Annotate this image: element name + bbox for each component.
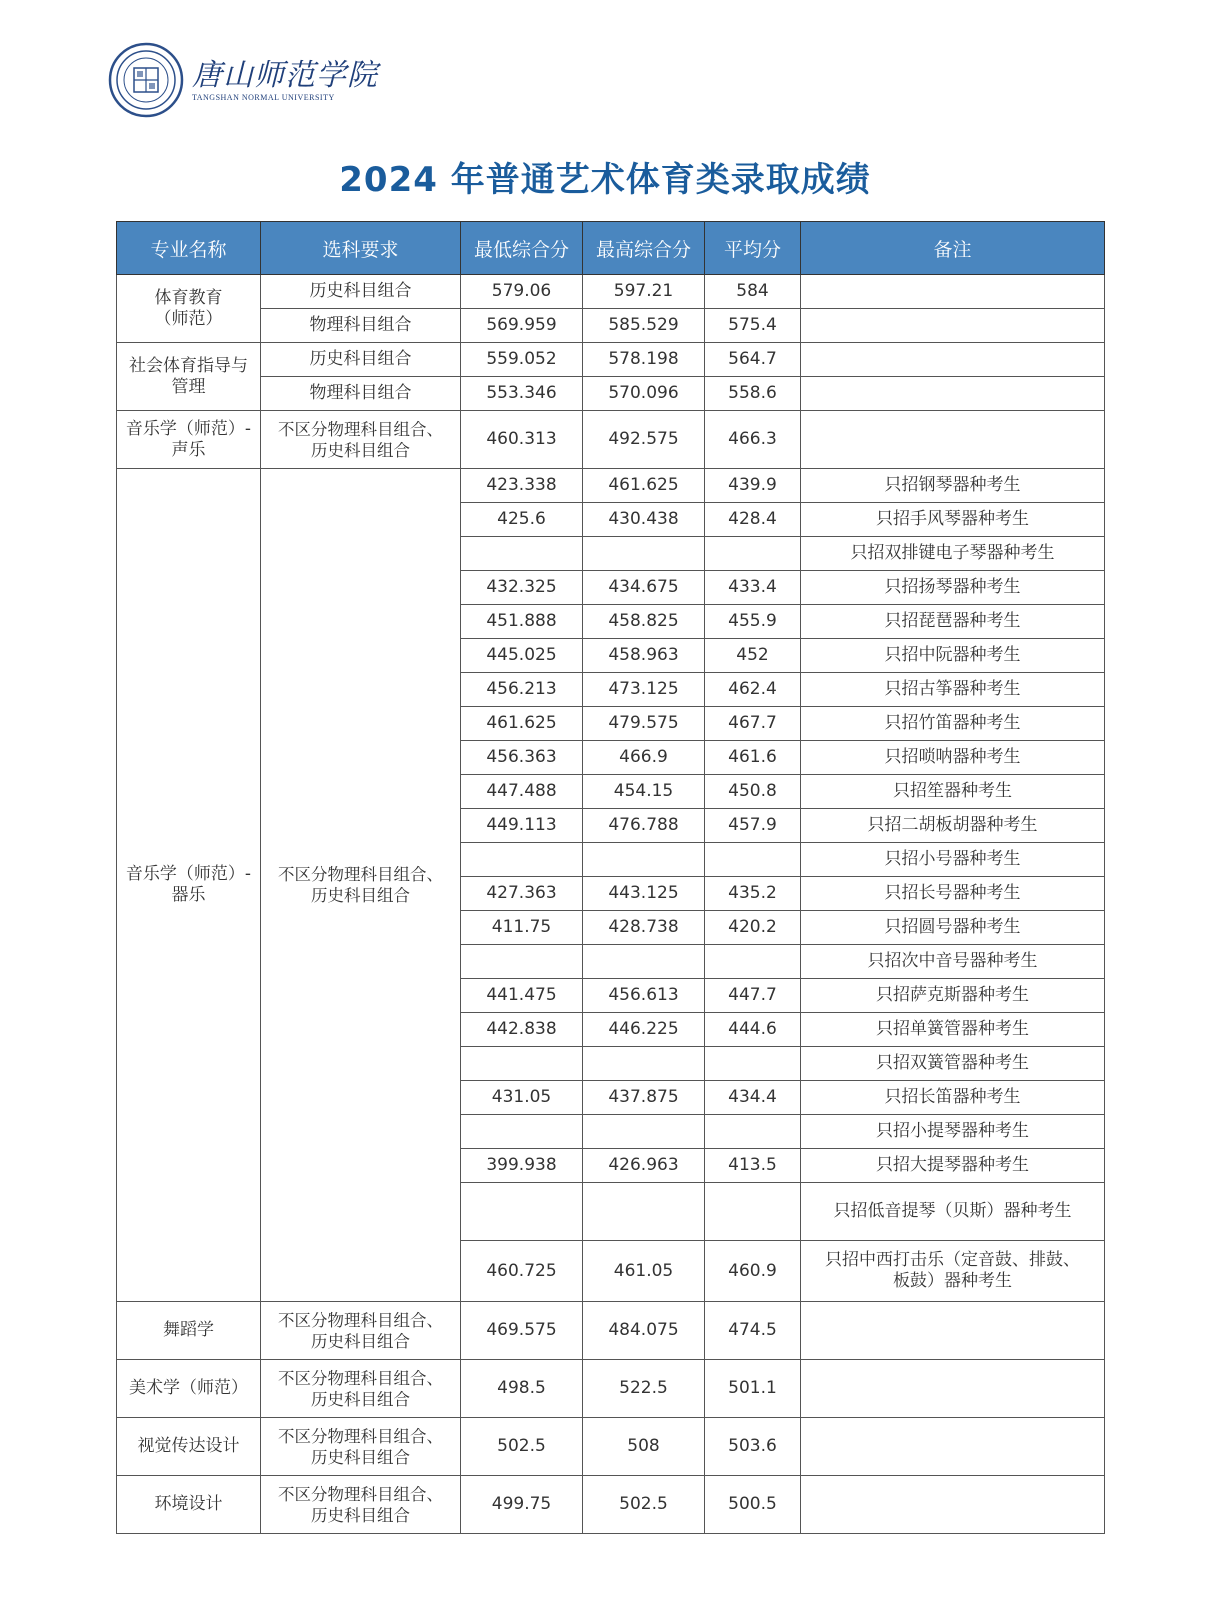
max-score-cell: 508 — [583, 1418, 705, 1476]
max-score-cell — [583, 843, 705, 877]
subject-requirement-cell: 历史科目组合 — [261, 343, 461, 377]
max-score-cell — [583, 945, 705, 979]
avg-score-cell: 420.2 — [705, 911, 801, 945]
note-cell — [801, 1360, 1105, 1418]
max-score-cell: 437.875 — [583, 1081, 705, 1115]
min-score-cell: 441.475 — [461, 979, 583, 1013]
table-row — [117, 1302, 1105, 1360]
school-name-cn: 唐山师范学院 — [192, 57, 378, 93]
avg-score-cell: 450.8 — [705, 775, 801, 809]
avg-score-cell: 500.5 — [705, 1476, 801, 1534]
max-score-cell — [583, 1047, 705, 1081]
avg-score-cell: 452 — [705, 639, 801, 673]
min-score-cell: 399.938 — [461, 1149, 583, 1183]
avg-score-cell: 434.4 — [705, 1081, 801, 1115]
school-header — [108, 40, 378, 120]
avg-score-cell: 461.6 — [705, 741, 801, 775]
min-score-cell: 411.75 — [461, 911, 583, 945]
note-cell: 只招圆号器种考生 — [801, 911, 1105, 945]
header-major: 专业名称 — [117, 222, 261, 275]
note-cell: 只招手风琴器种考生 — [801, 503, 1105, 537]
table-row — [117, 1418, 1105, 1476]
max-score-cell: 430.438 — [583, 503, 705, 537]
avg-score-cell: 503.6 — [705, 1418, 801, 1476]
note-cell: 只招中西打击乐（定音鼓、排鼓、 板鼓）器种考生 — [801, 1241, 1105, 1302]
min-score-cell — [461, 1047, 583, 1081]
max-score-cell: 473.125 — [583, 673, 705, 707]
min-score-cell — [461, 945, 583, 979]
major-name-cell: 音乐学（师范）- 器乐 — [117, 469, 261, 1302]
note-cell: 只招扬琴器种考生 — [801, 571, 1105, 605]
max-score-cell: 585.529 — [583, 309, 705, 343]
note-cell — [801, 309, 1105, 343]
max-score-cell: 428.738 — [583, 911, 705, 945]
note-cell: 只招琵琶器种考生 — [801, 605, 1105, 639]
avg-score-cell: 457.9 — [705, 809, 801, 843]
max-score-cell: 484.075 — [583, 1302, 705, 1360]
min-score-cell: 451.888 — [461, 605, 583, 639]
table-row — [117, 1360, 1105, 1418]
header-max-score: 最高综合分 — [583, 222, 705, 275]
note-cell: 只招古筝器种考生 — [801, 673, 1105, 707]
avg-score-cell: 428.4 — [705, 503, 801, 537]
min-score-cell: 460.313 — [461, 411, 583, 469]
major-name-cell: 舞蹈学 — [117, 1302, 261, 1360]
avg-score-cell — [705, 1183, 801, 1241]
avg-score-cell: 501.1 — [705, 1360, 801, 1418]
avg-score-cell: 467.7 — [705, 707, 801, 741]
max-score-cell: 446.225 — [583, 1013, 705, 1047]
max-score-cell: 597.21 — [583, 275, 705, 309]
major-name-cell: 体育教育 （师范） — [117, 275, 261, 343]
header-notes: 备注 — [801, 222, 1105, 275]
max-score-cell: 458.825 — [583, 605, 705, 639]
note-cell: 只招小号器种考生 — [801, 843, 1105, 877]
subject-requirement-cell: 不区分物理科目组合、 历史科目组合 — [261, 469, 461, 1302]
avg-score-cell: 474.5 — [705, 1302, 801, 1360]
note-cell — [801, 377, 1105, 411]
avg-score-cell — [705, 843, 801, 877]
min-score-cell: 456.363 — [461, 741, 583, 775]
note-cell: 只招钢琴器种考生 — [801, 469, 1105, 503]
min-score-cell: 569.959 — [461, 309, 583, 343]
avg-score-cell: 439.9 — [705, 469, 801, 503]
major-name-cell: 环境设计 — [117, 1476, 261, 1534]
subject-requirement-cell: 不区分物理科目组合、 历史科目组合 — [261, 1360, 461, 1418]
min-score-cell: 579.06 — [461, 275, 583, 309]
table-header-row — [117, 222, 1105, 275]
school-seal-logo — [108, 42, 184, 118]
major-name-cell: 社会体育指导与 管理 — [117, 343, 261, 411]
min-score-cell — [461, 537, 583, 571]
max-score-cell: 443.125 — [583, 877, 705, 911]
avg-score-cell — [705, 945, 801, 979]
max-score-cell — [583, 1115, 705, 1149]
min-score-cell: 559.052 — [461, 343, 583, 377]
subject-requirement-cell: 历史科目组合 — [261, 275, 461, 309]
max-score-cell: 466.9 — [583, 741, 705, 775]
note-cell: 只招双排键电子琴器种考生 — [801, 537, 1105, 571]
min-score-cell: 423.338 — [461, 469, 583, 503]
avg-score-cell — [705, 1115, 801, 1149]
subject-requirement-cell: 不区分物理科目组合、 历史科目组合 — [261, 1418, 461, 1476]
subject-requirement-cell: 物理科目组合 — [261, 309, 461, 343]
max-score-cell: 426.963 — [583, 1149, 705, 1183]
table-row — [117, 469, 1105, 503]
note-cell: 只招单簧管器种考生 — [801, 1013, 1105, 1047]
note-cell: 只招萨克斯器种考生 — [801, 979, 1105, 1013]
min-score-cell: 442.838 — [461, 1013, 583, 1047]
max-score-cell: 461.625 — [583, 469, 705, 503]
table-row — [117, 275, 1105, 309]
min-score-cell: 427.363 — [461, 877, 583, 911]
header-subject-requirement: 选科要求 — [261, 222, 461, 275]
max-score-cell: 522.5 — [583, 1360, 705, 1418]
avg-score-cell: 564.7 — [705, 343, 801, 377]
min-score-cell: 445.025 — [461, 639, 583, 673]
avg-score-cell: 460.9 — [705, 1241, 801, 1302]
avg-score-cell: 558.6 — [705, 377, 801, 411]
avg-score-cell: 575.4 — [705, 309, 801, 343]
avg-score-cell: 447.7 — [705, 979, 801, 1013]
max-score-cell — [583, 537, 705, 571]
note-cell: 只招竹笛器种考生 — [801, 707, 1105, 741]
max-score-cell: 434.675 — [583, 571, 705, 605]
min-score-cell: 469.575 — [461, 1302, 583, 1360]
min-score-cell: 432.325 — [461, 571, 583, 605]
min-score-cell: 460.725 — [461, 1241, 583, 1302]
table-row — [117, 377, 1105, 411]
note-cell: 只招双簧管器种考生 — [801, 1047, 1105, 1081]
table-row — [117, 343, 1105, 377]
avg-score-cell: 435.2 — [705, 877, 801, 911]
header-avg-score: 平均分 — [705, 222, 801, 275]
note-cell: 只招二胡板胡器种考生 — [801, 809, 1105, 843]
max-score-cell: 479.575 — [583, 707, 705, 741]
subject-requirement-cell: 不区分物理科目组合、 历史科目组合 — [261, 1476, 461, 1534]
max-score-cell: 578.198 — [583, 343, 705, 377]
avg-score-cell: 466.3 — [705, 411, 801, 469]
major-name-cell: 视觉传达设计 — [117, 1418, 261, 1476]
note-cell — [801, 411, 1105, 469]
admission-scores-table — [116, 221, 1105, 1534]
max-score-cell: 456.613 — [583, 979, 705, 1013]
avg-score-cell — [705, 1047, 801, 1081]
note-cell: 只招笙器种考生 — [801, 775, 1105, 809]
subject-requirement-cell: 不区分物理科目组合、 历史科目组合 — [261, 411, 461, 469]
note-cell — [801, 1418, 1105, 1476]
min-score-cell: 502.5 — [461, 1418, 583, 1476]
min-score-cell: 499.75 — [461, 1476, 583, 1534]
max-score-cell — [583, 1183, 705, 1241]
avg-score-cell: 584 — [705, 275, 801, 309]
school-name-en: TANGSHAN NORMAL UNIVERSITY — [192, 92, 335, 102]
note-cell — [801, 1476, 1105, 1534]
min-score-cell: 456.213 — [461, 673, 583, 707]
min-score-cell: 498.5 — [461, 1360, 583, 1418]
note-cell — [801, 275, 1105, 309]
note-cell: 只招长号器种考生 — [801, 877, 1105, 911]
note-cell — [801, 343, 1105, 377]
subject-requirement-cell: 不区分物理科目组合、 历史科目组合 — [261, 1302, 461, 1360]
min-score-cell: 425.6 — [461, 503, 583, 537]
note-cell: 只招大提琴器种考生 — [801, 1149, 1105, 1183]
min-score-cell: 461.625 — [461, 707, 583, 741]
min-score-cell — [461, 843, 583, 877]
max-score-cell: 502.5 — [583, 1476, 705, 1534]
min-score-cell — [461, 1183, 583, 1241]
table-row — [117, 1476, 1105, 1534]
note-cell: 只招长笛器种考生 — [801, 1081, 1105, 1115]
avg-score-cell: 444.6 — [705, 1013, 801, 1047]
min-score-cell: 553.346 — [461, 377, 583, 411]
note-cell: 只招小提琴器种考生 — [801, 1115, 1105, 1149]
max-score-cell: 476.788 — [583, 809, 705, 843]
note-cell: 只招唢呐器种考生 — [801, 741, 1105, 775]
table-row — [117, 411, 1105, 469]
max-score-cell: 492.575 — [583, 411, 705, 469]
max-score-cell: 461.05 — [583, 1241, 705, 1302]
major-name-cell: 音乐学（师范）- 声乐 — [117, 411, 261, 469]
header-min-score: 最低综合分 — [461, 222, 583, 275]
subject-requirement-cell: 物理科目组合 — [261, 377, 461, 411]
max-score-cell: 458.963 — [583, 639, 705, 673]
avg-score-cell: 462.4 — [705, 673, 801, 707]
note-cell — [801, 1302, 1105, 1360]
page-title: 2024 年普通艺术体育类录取成绩 — [339, 160, 871, 200]
min-score-cell: 449.113 — [461, 809, 583, 843]
avg-score-cell — [705, 537, 801, 571]
min-score-cell: 431.05 — [461, 1081, 583, 1115]
avg-score-cell: 433.4 — [705, 571, 801, 605]
avg-score-cell: 455.9 — [705, 605, 801, 639]
note-cell: 只招次中音号器种考生 — [801, 945, 1105, 979]
min-score-cell — [461, 1115, 583, 1149]
avg-score-cell: 413.5 — [705, 1149, 801, 1183]
note-cell: 只招中阮器种考生 — [801, 639, 1105, 673]
table-row — [117, 309, 1105, 343]
max-score-cell: 570.096 — [583, 377, 705, 411]
max-score-cell: 454.15 — [583, 775, 705, 809]
major-name-cell: 美术学（师范） — [117, 1360, 261, 1418]
min-score-cell: 447.488 — [461, 775, 583, 809]
note-cell: 只招低音提琴（贝斯）器种考生 — [801, 1183, 1105, 1241]
